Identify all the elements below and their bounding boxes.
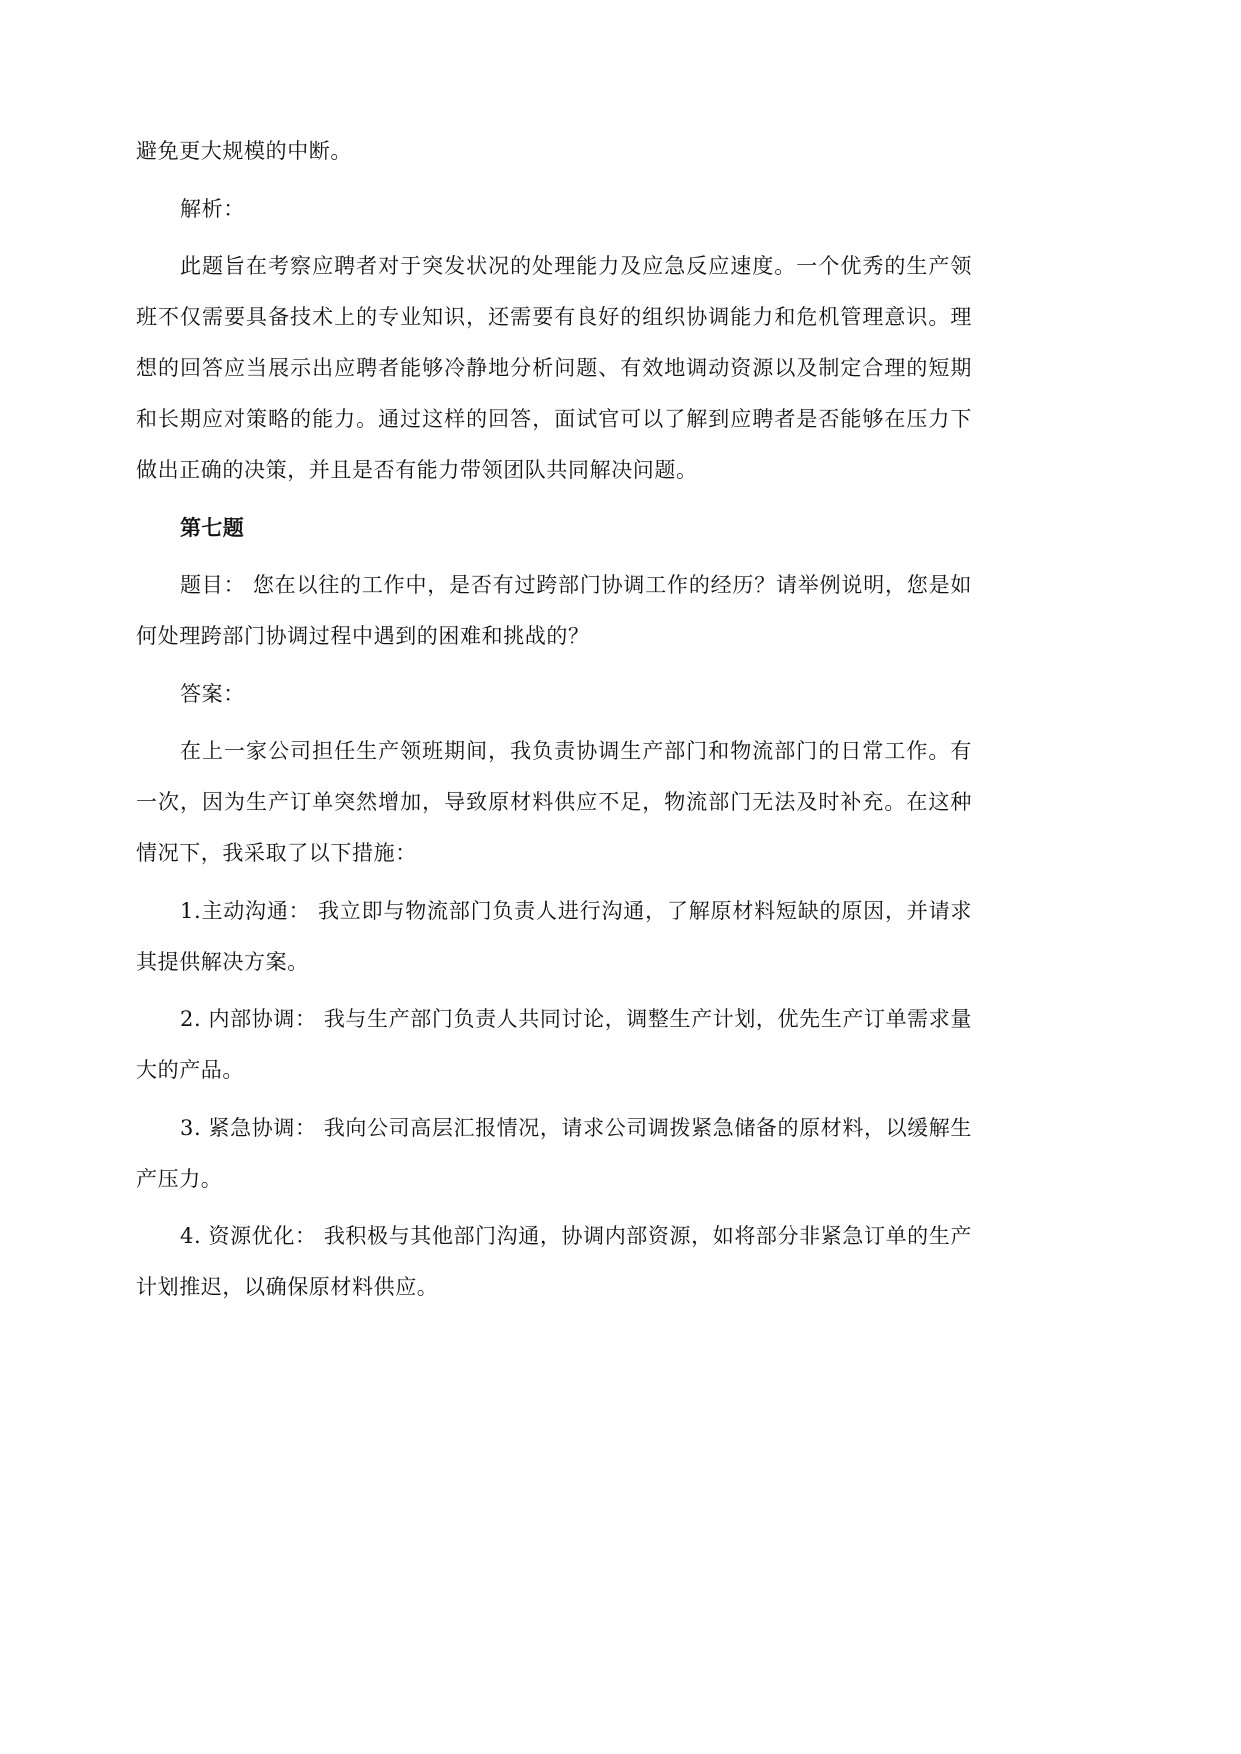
analysis-paragraph: 此题旨在考察应聘者对于突发状况的处理能力及应急反应速度。一个优秀的生产领班不仅需要具备技术上的专业知识，还需要有良好的组织协调能力和危机管理意识。理想的回答应当展示出应聘者能够冷静地分析问题、有效地调动资源以及制定合理的短期和长期应对策略的能力。通过这样的回答，面试官可以了解到应聘者是否能够在压力下做出正确的决策，并且是否有能力带领团队共同解决问题。 xyxy=(136,254,972,482)
analysis-label: 解析： xyxy=(180,196,245,221)
list-item: 2. 内部协调： 我与生产部门负责人共同讨论，调整生产计划，优先生产订单需求量大的产品。 xyxy=(136,1007,972,1082)
answer-intro-paragraph: 在上一家公司担任生产领班期间，我负责协调生产部门和物流部门的日常工作。有一次，因为生产订单突然增加，导致原材料供应不足，物流部门无法及时补充。在这种情况下，我采取了以下措施： xyxy=(136,739,972,865)
list-item: 1.主动沟通： 我立即与物流部门负责人进行沟通，了解原材料短缺的原因，并请求其提供解决方案。 xyxy=(136,898,972,974)
document-body xyxy=(136,126,972,1320)
section-heading: 第七题 xyxy=(180,515,245,540)
list-item: 4. 资源优化： 我积极与其他部门沟通，协调内部资源，如将部分非紧急订单的生产计划推迟，以确保原材料供应。 xyxy=(136,1224,972,1299)
answer-label: 答案： xyxy=(180,681,245,706)
list-item: 3. 紧急协调： 我向公司高层汇报情况，请求公司调拨紧急储备的原材料，以缓解生产压力。 xyxy=(136,1115,972,1191)
question-paragraph: 题目： 您在以往的工作中，是否有过跨部门协调工作的经历？请举例说明，您是如何处理跨部门协调过程中遇到的困难和挑战的？ xyxy=(136,573,972,648)
continuation-paragraph: 避免更大规模的中断。 xyxy=(136,139,352,163)
